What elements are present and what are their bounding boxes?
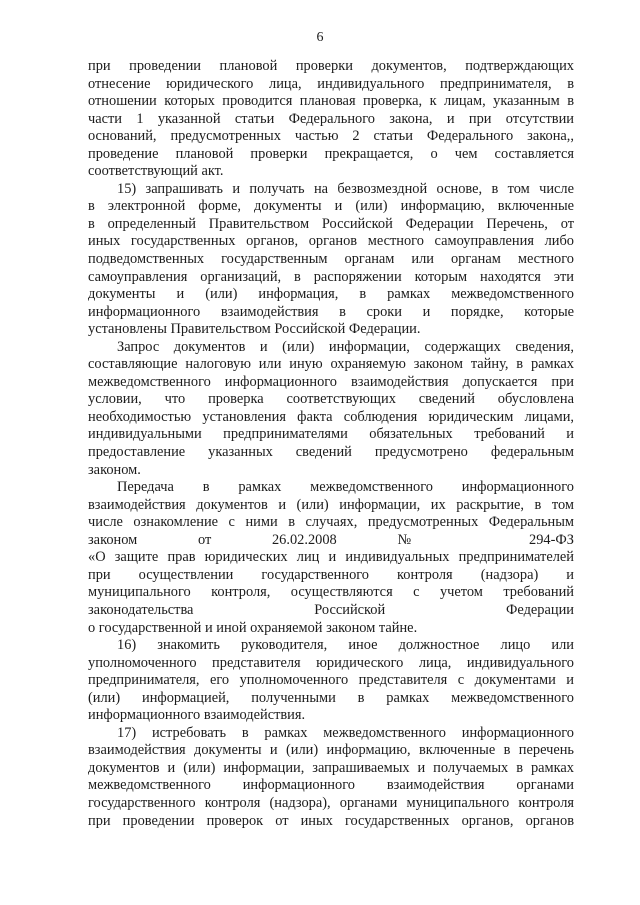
text-line: муниципального контроля, осуществляются с учетом требований [88, 584, 574, 601]
text-line: 17) истребовать в рамках межведомственного информационного [117, 724, 574, 741]
text-line: Запрос документов и (или) информации, содержащих сведения, [117, 338, 574, 355]
text-line: взаимодействия документов и (или) информации, их раскрытие, в том [88, 496, 574, 513]
text-line: информационного взаимодействия. [88, 707, 306, 724]
text-line: подведомственных государственным органам или органам местного [88, 251, 574, 268]
text-line: государственного контроля (надзора), органами муниципального контроля [88, 794, 574, 811]
text-line: составляющие налоговую или иную охраняемую законом тайну, в рамках [88, 356, 574, 373]
text-line: Передача в рамках межведомственного информационного [117, 479, 574, 496]
page-number: 6 [316, 30, 324, 45]
text-line: межведомственного информационного взаимодействия органами [88, 777, 574, 794]
text-line: необходимостью установления факта соблюдения юридическим лицами, [88, 408, 574, 425]
text-line: отношении которых проводится плановая проверка, к лицам, указанным в [88, 93, 574, 110]
text-line: отнесение юридического лица, индивидуального предпринимателя, в [88, 75, 574, 92]
text-line: «О защите прав юридических лиц и индивидуальных предпринимателей [88, 549, 574, 566]
text-line: межведомственного информационного взаимодействия допускается при [88, 373, 574, 390]
text-line: информационного взаимодействия в сроки и порядке, которые [88, 303, 574, 320]
text-line: документы и (или) информация, в рамках межведомственного [88, 286, 574, 303]
text-line: предоставление указанных сведений предусмотрено федеральным [88, 444, 574, 461]
text-line: соответствующий акт. [88, 163, 224, 180]
text-line: взаимодействия документы и (или) информацию, включенные в перечень [88, 742, 574, 759]
text-line: установлены Правительством Российской Федерации. [88, 321, 421, 338]
text-line: при осуществлении государственного контроля (надзора) и [88, 566, 574, 583]
text-line: предпринимателя, его уполномоченного представителя с документами и [88, 672, 574, 689]
text-line: индивидуальными предпринимателями обязательных требований и [88, 426, 574, 443]
text-line: условии, что проверка соответствующих сведений обусловлена [88, 391, 574, 408]
text-line: законодательства Российской Федерации [88, 601, 574, 618]
text-line: при проведении плановой проверки документов, подтверждающих [88, 58, 574, 74]
text-line: самоуправления организаций, в распоряжении которым находятся эти [88, 268, 574, 285]
text-line: (или) информацией, полученными в рамках межведомственного [88, 689, 574, 706]
text-line: при проведении проверок от иных государственных органов, органов [88, 812, 574, 829]
text-line: 16) знакомить руководителя, иное должностное лицо или [117, 637, 574, 654]
text-line: иных государственных органов, органов местного самоуправления либо [88, 233, 574, 250]
text-line: 15) запрашивать и получать на безвозмездной основе, в том числе [117, 180, 574, 197]
text-line: документов и (или) информации, запрашиваемых и получаемых в рамках [88, 759, 574, 776]
text-line: оснований, предусмотренных частью 2 статьи Федерального закона,, [88, 128, 574, 145]
text-line: числе ознакомление с ними в случаях, предусмотренных Федеральным [88, 514, 574, 531]
text-line: в электронной форме, документы и (или) информацию, включенные [88, 198, 574, 215]
text-line: о государственной и иной охраняемой законом тайне. [88, 619, 418, 636]
text-line: законом. [88, 461, 141, 478]
text-line: проведение плановой проверки прекращается, о чем составляется [88, 145, 574, 162]
text-line: части 1 указанной статьи Федерального закона, и при отсутствии [88, 110, 574, 127]
text-line: уполномоченного представителя юридического лица, индивидуального [88, 654, 574, 671]
text-line: в определенный Правительством Российской Федерации Перечень, от [88, 215, 574, 232]
text-line: законом от 26.02.2008 № 294-ФЗ [88, 531, 574, 548]
document-body [88, 58, 574, 830]
